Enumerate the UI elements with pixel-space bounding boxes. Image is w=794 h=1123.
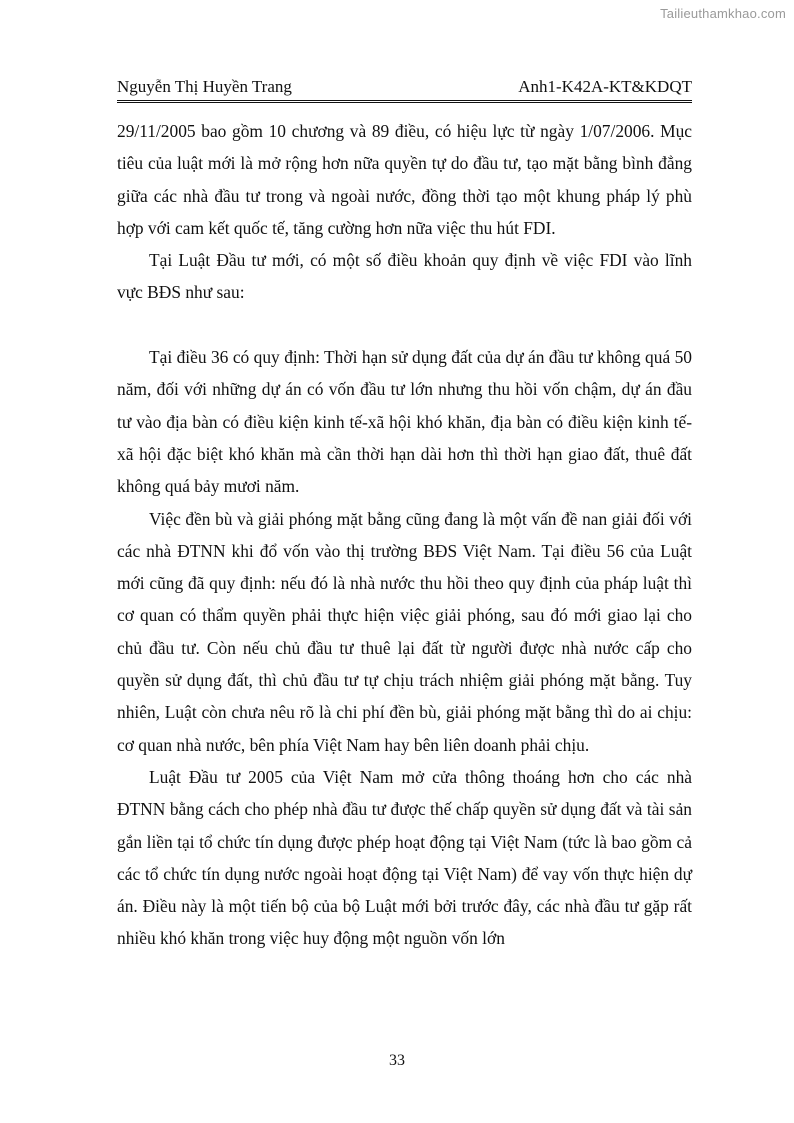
page-number: 33 [389, 1052, 405, 1069]
header-class-code: Anh1-K42A-KT&KDQT [518, 77, 692, 96]
body-text [117, 115, 692, 955]
page-header [117, 76, 692, 98]
paragraph-investment-law-2005: Luật Đầu tư 2005 của Việt Nam mở cửa thông thoáng hơn cho các nhà ĐTNN bằng cách cho phép nhà đầu tư được thế chấp quyền sử dụng đất và tài sản gắn liền tại tổ chức tín dụng được phép hoạt động tại Việt Nam (tức là bao gồm cả các tổ chức tín dụng nước ngoài hoạt động tại Việt Nam) để vay vốn thực hiện dự án. Điều này là một tiến bộ của bộ Luật mới bởi trước đây, các nhà đầu tư gặp rất nhiều khó khăn trong việc huy động một nguồn vốn lớn [117, 766, 692, 949]
paragraph-continuation: 29/11/2005 bao gồm 10 chương và 89 điều, có hiệu lực từ ngày 1/07/2006. Mục tiêu của luật mới là mở rộng hơn nữa quyền tự do đầu tư, tạo mặt bằng bình đẳng giữa các nhà đầu tư trong và ngoài nước, đồng thời tạo một khung pháp lý phù hợp với cam kết quốc tế, tăng cường hơn nữa việc thu hút FDI. [117, 121, 692, 238]
paragraph-article-56: Việc đền bù và giải phóng mặt bằng cũng đang là một vấn đề nan giải đối với các nhà ĐTNN khi đổ vốn vào thị trường BĐS Việt Nam. Tại điều 56 của Luật mới cũng đã quy định: nếu đó là nhà nước thu hồi theo quy định của pháp luật thì cơ quan có thẩm quyền phải thực hiện việc giải phóng, sau đó mới giao lại cho chủ đầu tư. Còn nếu chủ đầu tư thuê lại đất từ người được nhà nước cấp cho quyền sử dụng đất, thì chủ đầu tư tự chịu trách nhiệm giải phóng mặt bằng. Tuy nhiên, Luật còn chưa nêu rõ là chi phí đền bù, giải phóng mặt bằng thì do ai chịu: cơ quan nhà nước, bên phía Việt Nam hay bên liên doanh phải chịu. [117, 508, 692, 755]
header-rule [117, 100, 692, 103]
paragraph-intro-fdi: Tại Luật Đầu tư mới, có một số điều khoản quy định về việc FDI vào lĩnh vực BĐS như sau: [117, 250, 692, 303]
blank-line [117, 309, 692, 341]
header-author: Nguyễn Thị Huyền Trang [117, 77, 292, 96]
paragraph-article-36: Tại điều 36 có quy định: Thời hạn sử dụng đất của dự án đầu tư không quá 50 năm, đối với những dự án có vốn đầu tư lớn nhưng thu hồi vốn chậm, dự án đầu tư vào địa bàn có điều kiện kinh tế-xã hội khó khăn, địa bàn có điều kiện kinh tế-xã hội đặc biệt khó khăn mà cần thời hạn dài hơn thì thời hạn giao đất, thuê đất không quá bảy mươi năm. [117, 347, 692, 497]
watermark: Tailieuthamkhao.com [660, 6, 786, 21]
